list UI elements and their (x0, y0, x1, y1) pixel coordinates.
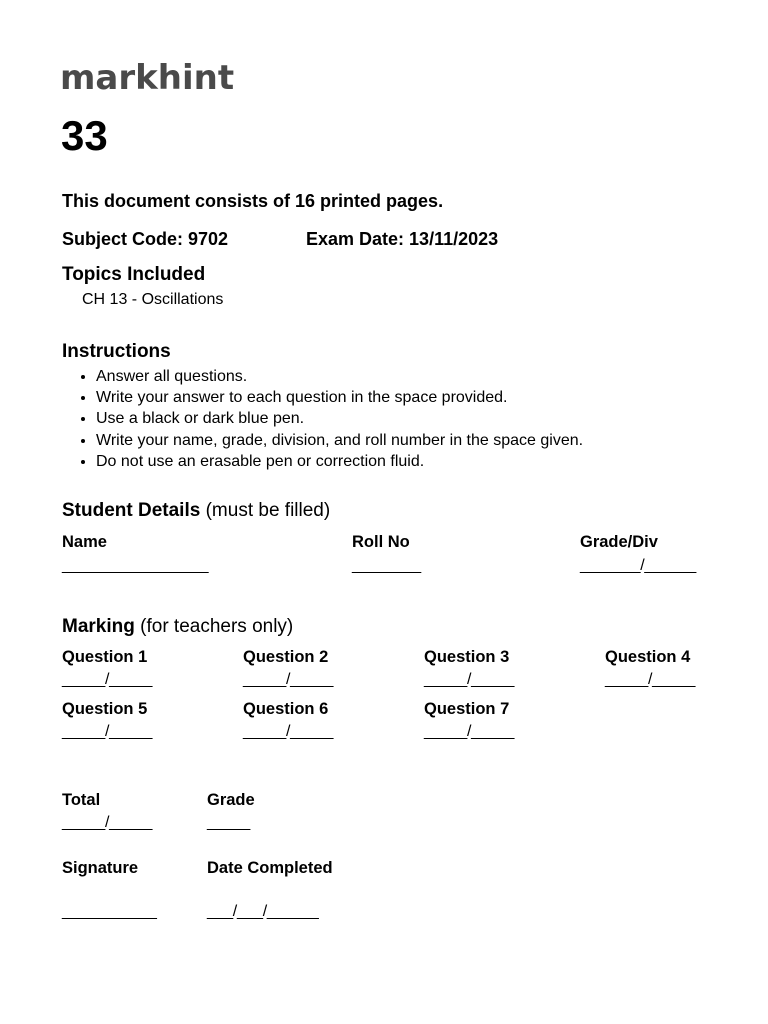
instructions-title: Instructions (62, 341, 171, 362)
question-4-label: Question 4 (605, 648, 691, 666)
question-4-score-field[interactable]: _____/_____ (605, 671, 696, 688)
student-details-title (62, 500, 330, 522)
signature-field[interactable]: ___________ (62, 903, 157, 920)
question-5-label: Question 5 (62, 700, 148, 718)
total-score-field[interactable]: _____/_____ (62, 814, 153, 831)
question-3-label: Question 3 (424, 648, 510, 666)
subject-code: Subject Code: 9702 (62, 229, 229, 249)
roll-no-field[interactable]: ________ (352, 557, 421, 574)
marking-heading: Marking (62, 616, 135, 637)
instruction-item: • Write your name, grade, division, and roll number in the space given. (96, 430, 583, 451)
date-completed-field[interactable]: ___/___/______ (207, 903, 319, 920)
question-2-label: Question 2 (243, 648, 329, 666)
roll-no-label: Roll No (352, 533, 410, 551)
grade-div-field[interactable]: _______/______ (580, 557, 696, 574)
page-count-text: This document consists of 16 printed pages. (62, 191, 444, 211)
total-label: Total (62, 791, 101, 809)
paper-number: 33 (61, 112, 108, 159)
instructions-list (62, 366, 583, 472)
marking-title (62, 616, 293, 638)
question-3-score-field[interactable]: _____/_____ (424, 671, 515, 688)
question-2-score-field[interactable]: _____/_____ (243, 671, 334, 688)
grade-div-label: Grade/Div (580, 533, 658, 551)
markhint-logo: markhint (60, 58, 235, 98)
grade-field[interactable]: _____ (207, 814, 250, 831)
instruction-item: • Answer all questions. (96, 366, 583, 387)
instruction-item: • Use a black or dark blue pen. (96, 408, 583, 429)
question-7-label: Question 7 (424, 700, 510, 718)
question-1-score-field[interactable]: _____/_____ (62, 671, 153, 688)
topics-title: Topics Included (62, 264, 206, 285)
marking-subtitle: (for teachers only) (140, 616, 294, 637)
instruction-item: • Do not use an erasable pen or correction fluid. (96, 451, 583, 472)
question-1-label: Question 1 (62, 648, 148, 666)
topic-item: CH 13 - Oscillations (82, 291, 224, 308)
signature-label: Signature (62, 859, 139, 877)
question-6-score-field[interactable]: _____/_____ (243, 723, 334, 740)
question-6-label: Question 6 (243, 700, 329, 718)
grade-label: Grade (207, 791, 255, 809)
name-label: Name (62, 533, 107, 551)
question-7-score-field[interactable]: _____/_____ (424, 723, 515, 740)
date-completed-label: Date Completed (207, 859, 333, 877)
instruction-item: • Write your answer to each question in the space provided. (96, 387, 583, 408)
student-details-heading: Student Details (62, 500, 201, 521)
exam-date: Exam Date: 13/11/2023 (306, 229, 499, 249)
name-field[interactable]: _________________ (62, 557, 209, 574)
question-5-score-field[interactable]: _____/_____ (62, 723, 153, 740)
student-details-subtitle: (must be filled) (205, 500, 331, 521)
